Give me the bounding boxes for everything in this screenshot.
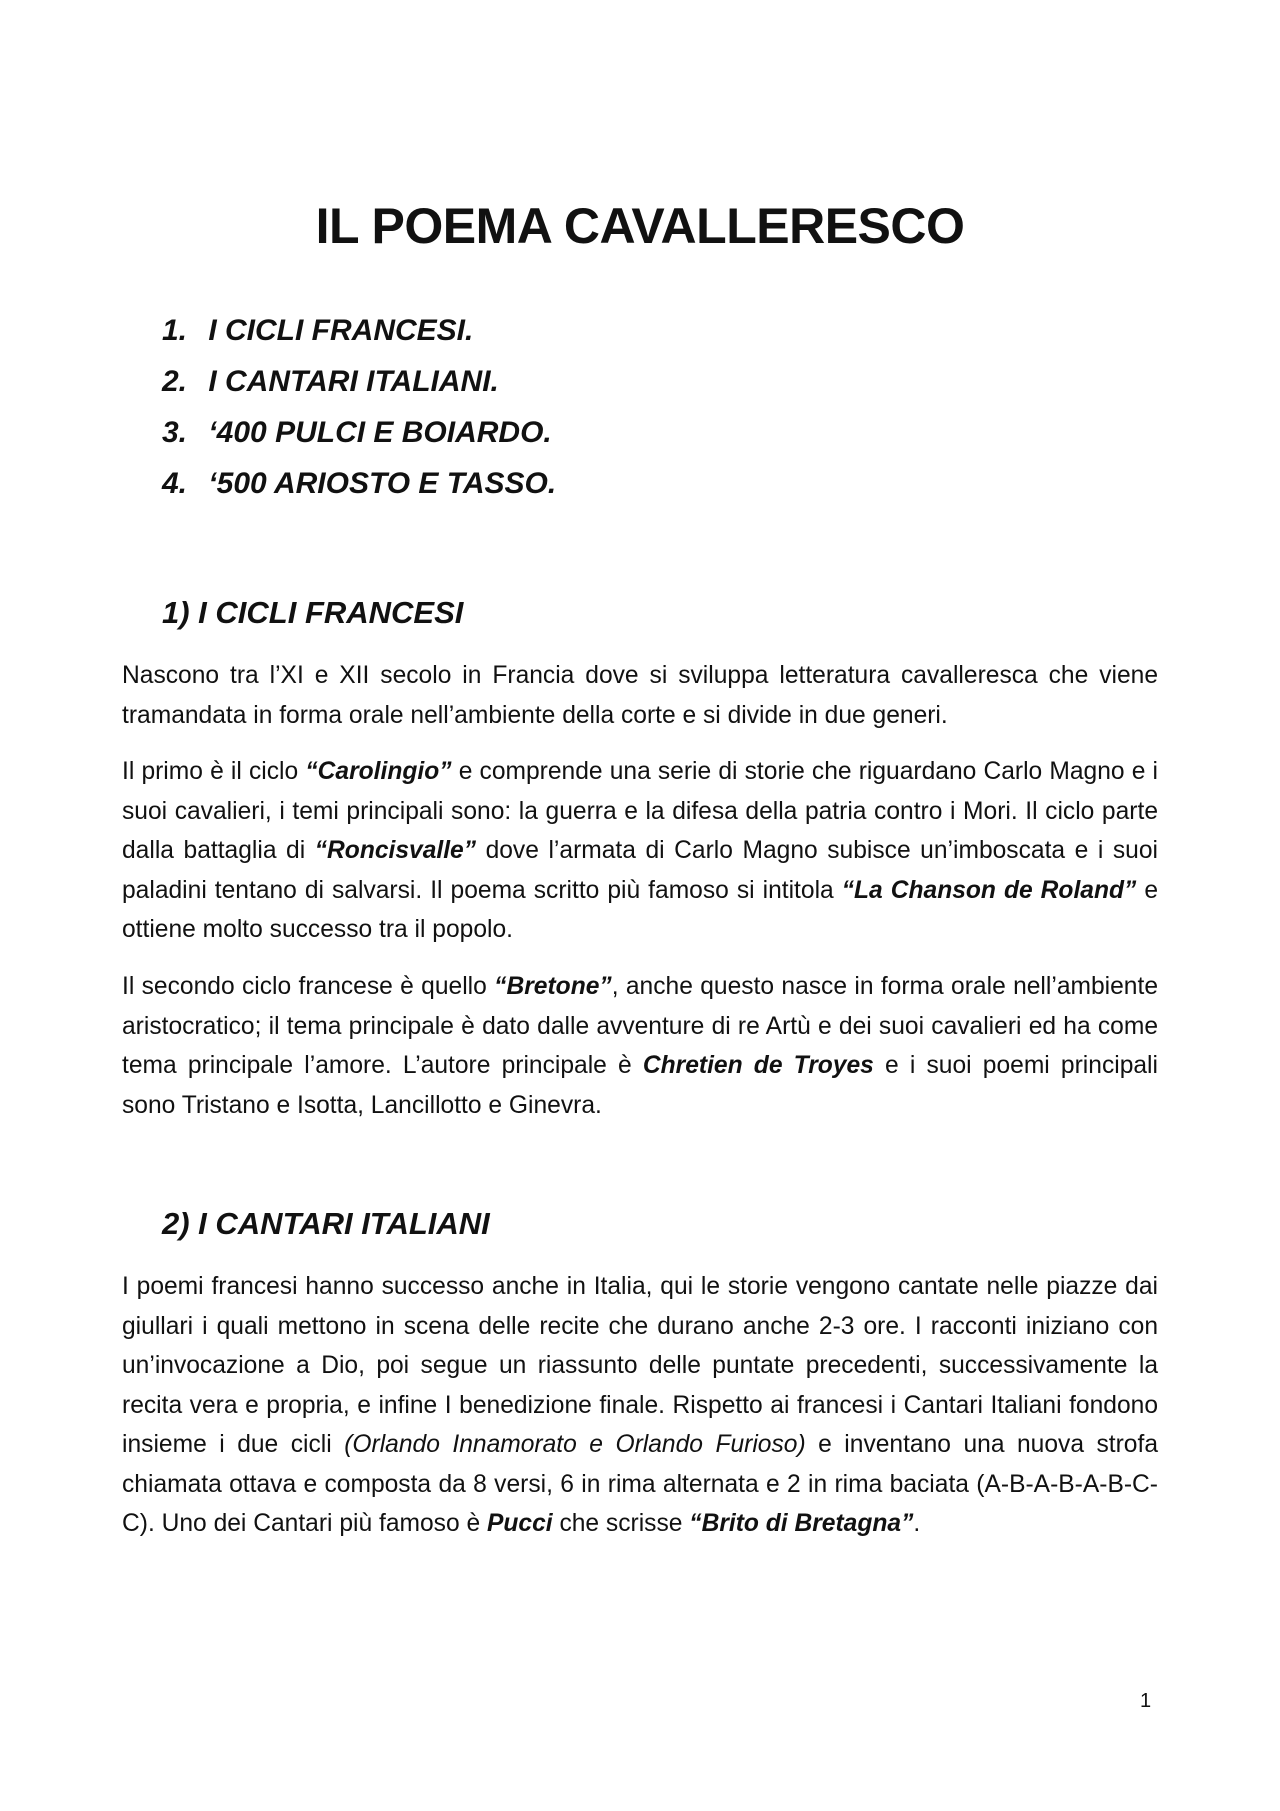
text-run: dove l’armata di Carlo Magno subisce un’imboscata e i suoi paladini tentano di salvarsi. Il poema scritto più famoso si intitola (122, 837, 1158, 904)
text-run: e comprende una serie di storie che riguardano Carlo Magno e i suoi cavalieri, i temi principali sono: la guerra e la difesa della patria contro i Mori. Il ciclo parte dalla battaglia di (122, 758, 1159, 864)
emphasis-carolingio: “Carolingio” (305, 758, 452, 785)
toc-item-label: I CICLI FRANCESI. (208, 314, 474, 347)
text-run: e ottiene molto successo tra il popolo. (122, 876, 1159, 943)
page-title: IL POEMA CAVALLERESCO (315, 197, 965, 254)
toc-item-number: 1. (162, 314, 188, 347)
toc-item-2 (162, 356, 556, 407)
paragraph-origins: Nascono tra l’XI e XII secolo in Francia dove si sviluppa letteratura cavalleresca che viene tramandata in forma orale nell’ambiente della corte e si divide in due generi. (122, 662, 1158, 729)
text-run: Il secondo ciclo francese è quello (122, 973, 495, 1000)
toc-item-label: ‘500 ARIOSTO E TASSO. (208, 467, 557, 500)
table-of-contents (162, 305, 556, 509)
page-number: 1 (1140, 1690, 1152, 1712)
toc-item-label: ‘400 PULCI E BOIARDO. (208, 416, 552, 449)
text-run: . (913, 1510, 921, 1537)
toc-item-3 (162, 407, 556, 458)
toc-item-number: 2. (162, 365, 188, 398)
toc-item-number: 3. (162, 416, 188, 449)
text-run: Il primo è il ciclo (122, 758, 306, 785)
text-run: I poemi francesi hanno successo anche in Italia, qui le storie vengono cantate nelle piazze dai giullari i quali mettono in scena delle recite che durano anche 2-3 ore. I racconti iniziano con un’invocazione a Dio, poi segue un riassunto delle puntate precedenti, successivamente la recita vera e propria, e infine I benedizione finale. Rispetto ai francesi i Cantari Italiani fondono insieme i due cicli (122, 1273, 1158, 1458)
text-run: e i suoi poemi principali sono Tristano e Isotta, Lancillotto e Ginevra. (122, 1052, 1158, 1119)
section-heading-cicli-francesi: 1) I CICLI FRANCESI (162, 595, 464, 630)
emphasis-brito-di-bretagna: “Brito di Bretagna” (689, 1510, 914, 1537)
toc-item-number: 4. (162, 467, 188, 500)
text-run: che scrisse (552, 1510, 690, 1537)
emphasis-chretien-de-troyes: Chretien de Troyes (642, 1052, 874, 1079)
paragraph-cantari (122, 1267, 1158, 1544)
emphasis-bretone: “Bretone” (494, 973, 612, 1000)
paragraph-ciclo-bretone (122, 967, 1158, 1125)
text-run: e inventano una nuova strofa chiamata ottava e composta da 8 versi, 6 in rima alternata e 2 in rima baciata (A-B-A-B-A-B-C-C). Uno dei Cantari più famoso è (122, 1431, 1158, 1537)
emphasis-chanson-de-roland: “La Chanson de Roland” (841, 876, 1137, 904)
section-heading-cantari-italiani: 2) I CANTARI ITALIANI (162, 1206, 490, 1241)
toc-item-1 (162, 305, 556, 356)
emphasis-pucci: Pucci (486, 1510, 553, 1537)
text-run: , anche questo nasce in forma orale nell’ambiente aristocratico; il tema principale è dato dalle avventure di re Artù e dei suoi cavalieri ed ha come tema principale l’amore. L’autore principale è (122, 973, 1159, 1079)
toc-item-label: I CANTARI ITALIANI. (208, 365, 499, 398)
emphasis-roncisvalle: “Roncisvalle” (314, 837, 477, 864)
emphasis-orlando: (Orlando Innamorato e Orlando Furioso) (344, 1431, 806, 1458)
toc-item-4 (162, 458, 556, 509)
paragraph-ciclo-carolingio (122, 752, 1158, 950)
